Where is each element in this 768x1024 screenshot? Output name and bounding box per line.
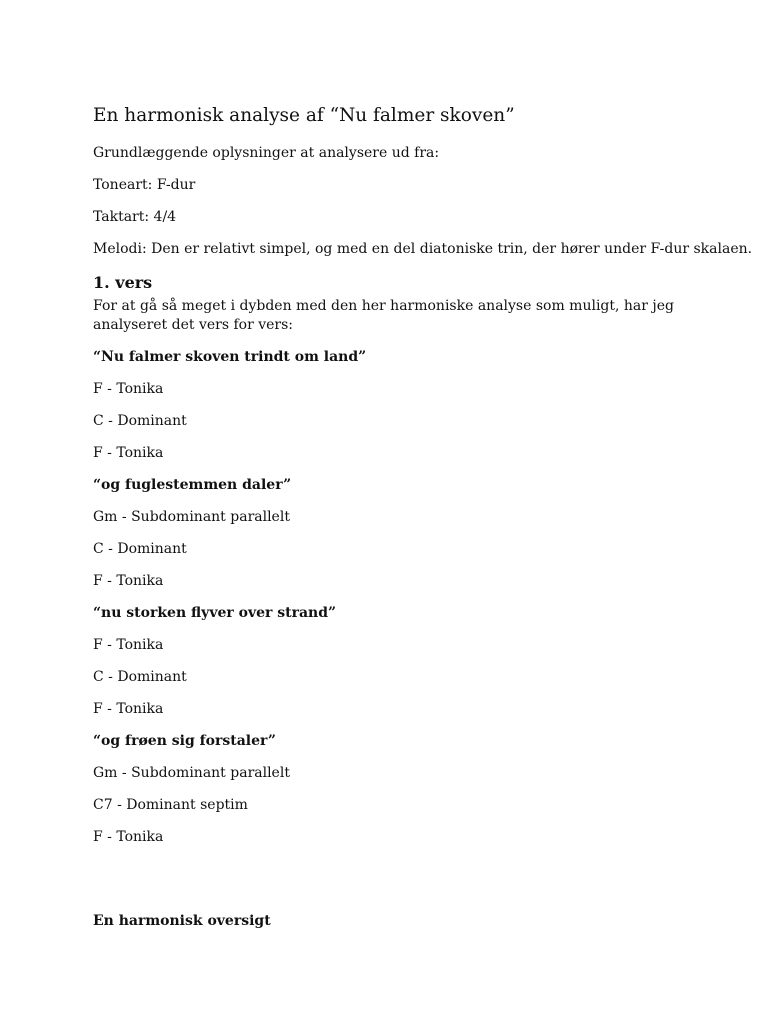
- chord-line: F - Tonika: [93, 445, 164, 461]
- lyric-line-1: “Nu falmer skoven trindt om land”: [93, 349, 367, 365]
- chord-line: F - Tonika: [93, 573, 164, 589]
- chord-line: Gm - Subdominant parallelt: [93, 509, 290, 525]
- lyric-line-4: “og frøen sig forstaler”: [93, 733, 276, 749]
- lyric-line-3: “nu storken flyver over strand”: [93, 605, 337, 621]
- lyric-line-2: “og fuglestemmen daler”: [93, 477, 292, 493]
- chord-line: F - Tonika: [93, 829, 164, 845]
- chord-line: C - Dominant: [93, 669, 187, 685]
- verse-heading: 1. vers: [93, 273, 153, 292]
- overview-heading: En harmonisk oversigt: [93, 913, 271, 929]
- chord-line: F - Tonika: [93, 701, 164, 717]
- chord-line: C - Dominant: [93, 541, 187, 557]
- taktart-text: Taktart: 4/4: [93, 209, 177, 225]
- chord-line: Gm - Subdominant parallelt: [93, 765, 290, 781]
- chord-line: F - Tonika: [93, 381, 164, 397]
- toneart-text: Toneart: F-dur: [93, 177, 196, 193]
- verse-intro-text: For at gå så meget i dybden med den her harmoniske analyse som muligt, har jeg analyseret det vers for vers:: [93, 298, 675, 333]
- chord-line: C7 - Dominant septim: [93, 797, 248, 813]
- chord-line: C - Dominant: [93, 413, 187, 429]
- chord-line: F - Tonika: [93, 637, 164, 653]
- document-title: En harmonisk analyse af “Nu falmer skoven”: [93, 105, 515, 126]
- melodi-text: Melodi: Den er relativt simpel, og med en del diatoniske trin, der hører under F-dur skalaen.: [93, 241, 753, 257]
- intro-text: Grundlæggende oplysninger at analysere ud fra:: [93, 145, 440, 161]
